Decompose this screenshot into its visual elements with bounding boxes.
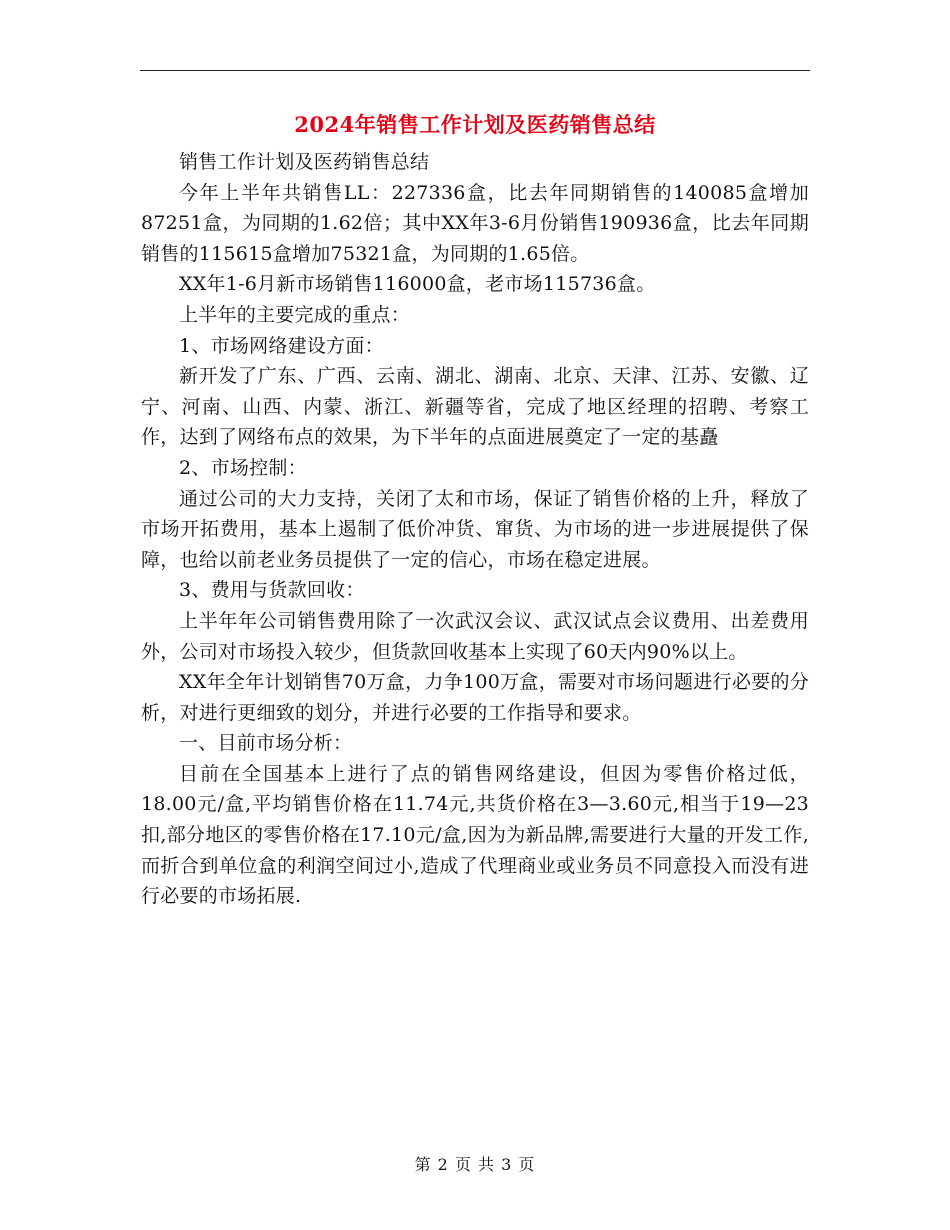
paragraph-market-control-detail: 通过公司的大力支持，关闭了太和市场，保证了销售价格的上升，释放了市场开拓费用，基本上遏制了低价冲货、窜货、为市场的进一步进展提供了保障，也给以前老业务员提供了一定的信心，市场在稳定进展。 xyxy=(141,487,809,571)
header-rule xyxy=(140,70,810,71)
document-title: 2024年销售工作计划及医药销售总结 xyxy=(294,112,656,137)
paragraph-network-detail: 新开发了广东、广西、云南、湖北、湖南、北京、天津、江苏、安徽、辽宁、河南、山西、内蒙、浙江、新疆等省，完成了地区经理的招聘、考察工作，达到了网络布点的效果，为下半年的点面进展奠定了一定的基矗 xyxy=(141,365,809,449)
paragraph-heading-market-control: 2、市场控制： xyxy=(179,456,307,479)
paragraph-subtitle: 销售工作计划及医药销售总结 xyxy=(179,151,430,173)
page-number-footer: 第 2 页 共 3 页 xyxy=(414,1155,536,1174)
paragraph-heading-market-analysis: 一、目前市场分析： xyxy=(179,732,353,755)
paragraph-sales-summary: 今年上半年共销售LL：227336盒，比去年同期销售的140085盒增加87251盒，为同期的1.62倍；其中XX年3-6月份销售190936盒，比去年同期销售的115615盒增加75321盒，为同期的1.65倍。 xyxy=(141,181,809,265)
paragraph-heading-expenses: 3、费用与货款回收： xyxy=(179,579,365,602)
paragraph-heading-network: 1、市场网络建设方面： xyxy=(179,334,384,357)
paragraph-expenses-detail: 上半年年公司销售费用除了一次武汉会议、武汉试点会议费用、出差费用外，公司对市场投入较少，但货款回收基本上实现了60天内90%以上。 xyxy=(141,609,809,663)
paragraph-market-analysis-detail: 目前在全国基本上进行了点的销售网络建设，但因为零售价格过低，18.00元/盒,平均销售价格在11.74元,共货价格在3—3.60元,相当于19—23扣,部分地区的零售价格在17.10元/盒,因为为新品牌,需要进行大量的开发工作,而折合到单位盒的利润空间过小,造成了代理商业或业务员不同意投入而没有进行必要的市场拓展. xyxy=(141,762,809,908)
paragraph-key-points-heading: 上半年的主要完成的重点： xyxy=(179,303,411,326)
paragraph-market-split: XX年1-6月新市场销售116000盒，老市场115736盒。 xyxy=(179,273,656,296)
paragraph-annual-plan: XX年全年计划销售70万盒，力争100万盒，需要对市场问题进行必要的分析，对进行更细致的划分，并进行必要的工作指导和要求。 xyxy=(141,671,809,724)
document-body xyxy=(141,147,809,912)
